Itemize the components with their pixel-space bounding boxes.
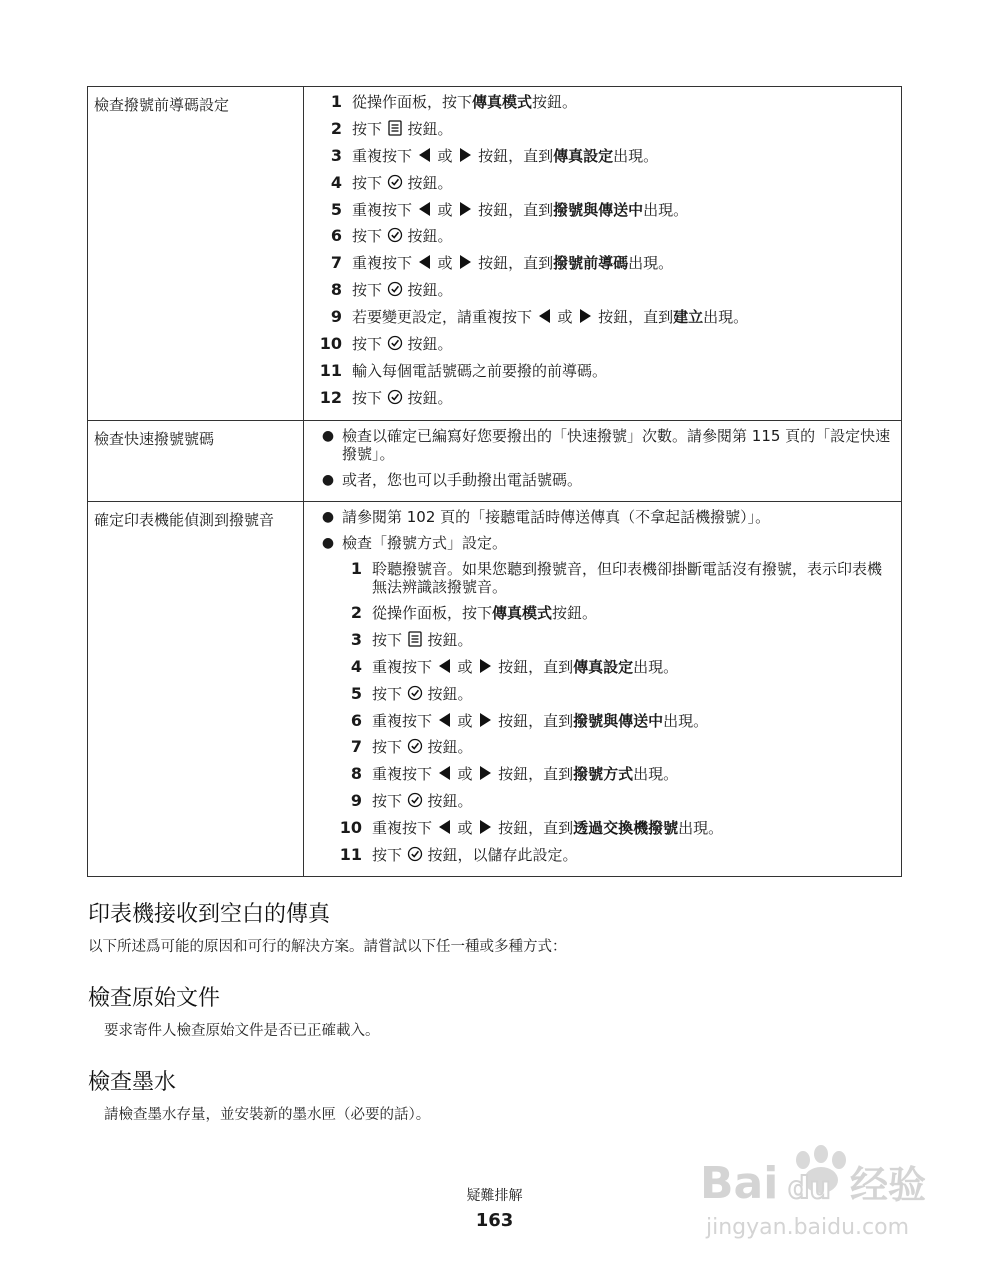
troubleshooting-table <box>87 86 902 877</box>
step-item <box>314 254 893 272</box>
step-item <box>334 819 893 837</box>
step-text: 按下 按鈕。 <box>352 119 453 138</box>
watermark-url: jingyan.baidu.com <box>706 1215 910 1240</box>
row-bullets-and-steps <box>304 502 901 877</box>
arrow-left-icon <box>437 819 453 835</box>
watermark-brand-b: du <box>788 1171 831 1206</box>
bullet-item: ● 檢查以確定已編寫好您要撥出的「快速撥號」次數。請參閱第 115 頁的「設定快速撥號」。 <box>314 427 893 463</box>
arrow-right-icon <box>577 308 593 324</box>
step-text: 按下 按鈕。 <box>372 631 473 650</box>
step-text: 按下 按鈕。 <box>352 281 453 300</box>
arrow-right-icon <box>457 201 473 217</box>
step-number: 2 <box>330 118 342 138</box>
step-text: 重複按下 或 按鈕，直到傳真設定出現。 <box>372 658 679 677</box>
step-number: 9 <box>330 307 342 327</box>
step-number: 10 <box>319 334 342 354</box>
step-number: 11 <box>319 360 342 380</box>
bullet-dot-icon: ● <box>321 427 335 444</box>
step-text: 按下 按鈕。 <box>352 173 453 192</box>
table-row-dial-tone <box>88 501 901 877</box>
table-row-speed-dial <box>88 420 901 501</box>
step-text: 從操作面板，按下傳真模式按鈕。 <box>352 93 578 111</box>
select-check-icon <box>387 281 403 297</box>
bullet-dot-icon: ● <box>321 471 335 488</box>
text-check-ink: 請檢查墨水存量，並安裝新的墨水匣（必要的話）。 <box>104 1107 431 1123</box>
step-item <box>314 335 893 353</box>
step-number: 4 <box>350 657 362 677</box>
arrow-right-icon <box>457 147 473 163</box>
select-check-icon <box>407 846 423 862</box>
step-item <box>334 765 893 783</box>
step-text: 重複按下 或 按鈕，直到傳真設定出現。 <box>352 146 659 165</box>
step-number: 2 <box>350 603 362 623</box>
bullet-dot-icon: ● <box>321 534 335 551</box>
step-number: 12 <box>319 387 342 407</box>
arrow-left-icon <box>437 712 453 728</box>
step-item <box>334 792 893 810</box>
footer-page-number: 163 <box>475 1210 514 1231</box>
step-number: 8 <box>350 764 362 784</box>
row-steps <box>304 87 901 420</box>
watermark-brand-c: 经验 <box>850 1163 927 1207</box>
step-number: 11 <box>339 844 362 864</box>
step-text: 重複按下 或 按鈕，直到撥號方式出現。 <box>372 765 679 784</box>
arrow-right-icon <box>477 658 493 674</box>
step-item <box>334 685 893 703</box>
step-item <box>314 147 893 165</box>
row-label: 檢查快速撥號號碼 <box>88 421 304 501</box>
step-text: 輸入每個電話號碼之前要撥的前導碼。 <box>352 361 608 380</box>
step-item <box>314 120 893 138</box>
step-text: 按下 按鈕。 <box>372 684 473 703</box>
step-number: 1 <box>330 92 342 111</box>
bullet-dot-icon: ● <box>321 508 335 525</box>
step-number: 3 <box>350 630 362 650</box>
step-number: 8 <box>330 280 342 300</box>
bullet-item: ● 或者，您也可以手動撥出電話號碼。 <box>314 471 893 489</box>
step-number: 6 <box>330 226 342 246</box>
sub-steps <box>314 560 893 864</box>
arrow-right-icon <box>477 819 493 835</box>
step-text: 聆聽撥號音。如果您聽到撥號音，但印表機卻掛斷電話沒有撥號，表示印表機無法辨識該撥號音。 <box>372 559 883 596</box>
step-number: 4 <box>330 172 342 192</box>
step-text: 按下 按鈕。 <box>372 738 473 757</box>
arrow-left-icon <box>417 201 433 217</box>
step-item <box>314 227 893 245</box>
step-number: 7 <box>330 253 342 273</box>
step-text: 按下 按鈕，以儲存此設定。 <box>372 845 578 864</box>
step-item <box>314 174 893 192</box>
baidu-watermark <box>700 1132 950 1252</box>
step-item <box>314 93 893 111</box>
section-intro: 以下所述爲可能的原因和可行的解決方案。請嘗試以下任一種或多種方式： <box>88 939 567 955</box>
step-number: 5 <box>350 683 362 703</box>
step-text: 從操作面板，按下傳真模式按鈕。 <box>372 604 598 623</box>
select-check-icon <box>387 335 403 351</box>
step-item <box>314 389 893 407</box>
step-item <box>334 658 893 676</box>
arrow-left-icon <box>437 765 453 781</box>
heading-check-original: 檢查原始文件 <box>88 986 221 1011</box>
step-text: 按下 按鈕。 <box>352 388 453 407</box>
step-text: 重複按下 或 按鈕，直到撥號前導碼出現。 <box>352 254 674 273</box>
select-check-icon <box>407 792 423 808</box>
watermark-brand-a: Bai <box>700 1158 779 1209</box>
arrow-left-icon <box>437 658 453 674</box>
arrow-left-icon <box>537 308 553 324</box>
row-label: 檢查撥號前導碼設定 <box>88 87 304 420</box>
arrow-left-icon <box>417 147 433 163</box>
bullet-item: ● 請參閱第 102 頁的「接聽電話時傳送傳真（不拿起話機撥號）」。 <box>314 508 893 526</box>
select-check-icon <box>407 738 423 754</box>
section-heading-blank-fax: 印表機接收到空白的傳真 <box>88 902 331 927</box>
step-text: 重複按下 或 按鈕，直到透過交換機撥號出現。 <box>372 818 724 837</box>
row-label: 確定印表機能偵測到撥號音 <box>88 502 304 877</box>
table-row-prefix <box>88 87 901 420</box>
step-text: 按下 按鈕。 <box>372 792 473 811</box>
step-number: 3 <box>330 145 342 165</box>
arrow-right-icon <box>477 765 493 781</box>
arrow-right-icon <box>477 712 493 728</box>
step-item <box>334 846 893 864</box>
arrow-left-icon <box>417 254 433 270</box>
step-text: 若要變更設定，請重複按下 或 按鈕，直到建立出現。 <box>352 308 749 327</box>
step-item <box>314 362 893 380</box>
step-item <box>334 560 893 596</box>
step-item <box>314 281 893 299</box>
step-number: 10 <box>339 817 362 837</box>
select-check-icon <box>407 685 423 701</box>
step-text: 按下 按鈕。 <box>352 335 453 354</box>
step-item <box>334 604 893 622</box>
step-text: 重複按下 或 按鈕，直到撥號與傳送中出現。 <box>352 200 689 219</box>
step-text: 按下 按鈕。 <box>352 227 453 246</box>
arrow-right-icon <box>457 254 473 270</box>
step-text: 重複按下 或 按鈕，直到撥號與傳送中出現。 <box>372 711 709 730</box>
step-number: 1 <box>350 558 362 578</box>
step-item <box>314 308 893 326</box>
select-check-icon <box>387 389 403 405</box>
step-number: 6 <box>350 710 362 730</box>
step-item <box>334 631 893 649</box>
row-bullets <box>304 421 901 501</box>
bullet-item: ● 檢查「撥號方式」設定。 <box>314 534 893 552</box>
step-number: 5 <box>330 199 342 219</box>
menu-icon <box>387 120 403 136</box>
step-item <box>314 201 893 219</box>
step-number: 9 <box>350 791 362 811</box>
select-check-icon <box>387 227 403 243</box>
select-check-icon <box>387 174 403 190</box>
footer-section-label: 疑難排解 <box>466 1188 523 1204</box>
heading-check-ink: 檢查墨水 <box>88 1070 177 1095</box>
step-number: 7 <box>350 737 362 757</box>
step-item <box>334 738 893 756</box>
text-check-original: 要求寄件人檢查原始文件是否已正確載入。 <box>104 1023 380 1039</box>
menu-icon <box>407 631 423 647</box>
step-item <box>334 712 893 730</box>
